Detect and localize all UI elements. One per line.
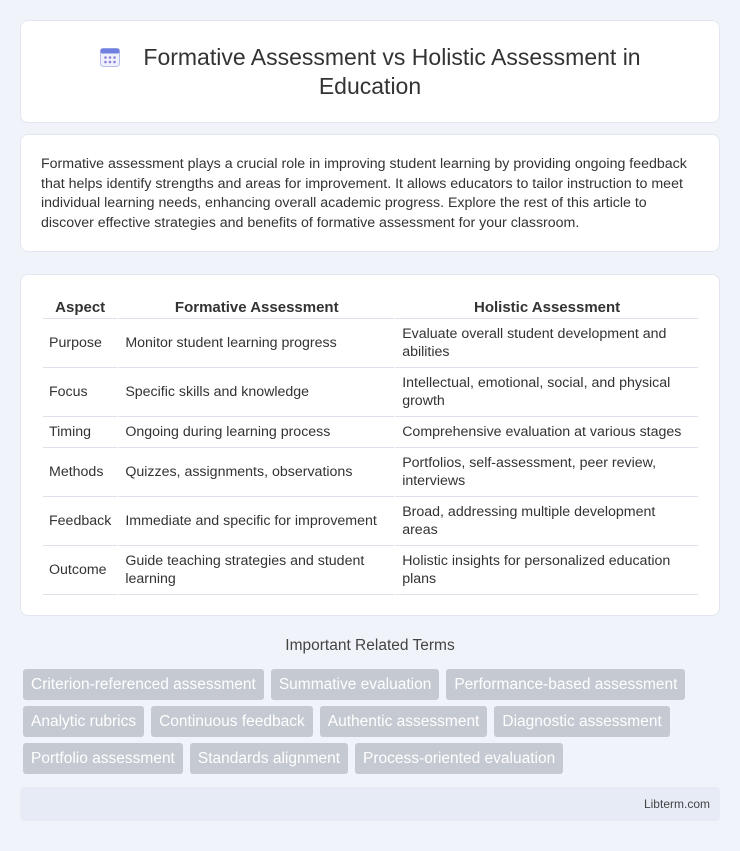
tag-standards-alignment[interactable]: Standards alignment: [190, 743, 348, 774]
table-row: [43, 368, 698, 417]
header-formative: Formative Assessment: [117, 295, 394, 319]
cell-formative: Quizzes, assignments, observations: [117, 448, 394, 497]
page-title: [21, 43, 719, 101]
cell-aspect: Feedback: [43, 497, 117, 546]
calendar-icon: [99, 46, 121, 68]
related-terms-list: [23, 669, 723, 780]
title-card: [20, 20, 720, 123]
tag-diagnostic-assessment[interactable]: Diagnostic assessment: [494, 706, 669, 737]
cell-formative: Ongoing during learning process: [117, 417, 394, 448]
tag-analytic-rubrics[interactable]: Analytic rubrics: [23, 706, 144, 737]
footer: [20, 787, 720, 821]
related-terms-title: Important Related Terms: [285, 637, 455, 654]
comparison-card: [20, 274, 720, 616]
table-row: [43, 417, 698, 448]
tag-continuous-feedback[interactable]: Continuous feedback: [151, 706, 313, 737]
header-holistic: Holistic Assessment: [394, 295, 698, 319]
cell-formative: Immediate and specific for improvement: [117, 497, 394, 546]
cell-formative: Monitor student learning progress: [117, 319, 394, 368]
cell-aspect: Timing: [43, 417, 117, 448]
cell-holistic: Intellectual, emotional, social, and physical growth: [394, 368, 698, 417]
table-row: [43, 448, 698, 497]
intro-paragraph: Formative assessment plays a crucial role in improving student learning by providing ongoing feedback that helps identify strengths and areas for improvement. It allows educators to tailor instruction to meet individual learning needs, enhancing overall academic progress. Explore the rest of this article to discover effective strategies and benefits of formative assessment for your classroom.: [41, 156, 687, 231]
table-header-row: [43, 295, 698, 319]
comparison-table: [43, 295, 698, 595]
cell-aspect: Focus: [43, 368, 117, 417]
intro-card: [20, 134, 720, 252]
table-row: [43, 319, 698, 368]
table-row: [43, 497, 698, 546]
cell-aspect: Purpose: [43, 319, 117, 368]
footer-site-link[interactable]: Libterm.com: [643, 797, 710, 811]
cell-formative: Guide teaching strategies and student learning: [117, 546, 394, 595]
cell-aspect: Methods: [43, 448, 117, 497]
cell-holistic: Evaluate overall student development and abilities: [394, 319, 698, 368]
tag-performance-based-assessment[interactable]: Performance-based assessment: [446, 669, 685, 700]
cell-holistic: Holistic insights for personalized education plans: [394, 546, 698, 595]
header-aspect: Aspect: [43, 295, 117, 319]
cell-holistic: Broad, addressing multiple development areas: [394, 497, 698, 546]
tag-process-oriented-evaluation[interactable]: Process-oriented evaluation: [355, 743, 563, 774]
cell-formative: Specific skills and knowledge: [117, 368, 394, 417]
tag-summative-evaluation[interactable]: Summative evaluation: [271, 669, 440, 700]
cell-aspect: Outcome: [43, 546, 117, 595]
page-title-text: Formative Assessment vs Holistic Assessment in Education: [143, 44, 641, 99]
cell-holistic: Portfolios, self-assessment, peer review, interviews: [394, 448, 698, 497]
tag-criterion-referenced-assessment[interactable]: Criterion-referenced assessment: [23, 669, 264, 700]
tag-portfolio-assessment[interactable]: Portfolio assessment: [23, 743, 183, 774]
cell-holistic: Comprehensive evaluation at various stages: [394, 417, 698, 448]
table-row: [43, 546, 698, 595]
tag-authentic-assessment[interactable]: Authentic assessment: [320, 706, 488, 737]
